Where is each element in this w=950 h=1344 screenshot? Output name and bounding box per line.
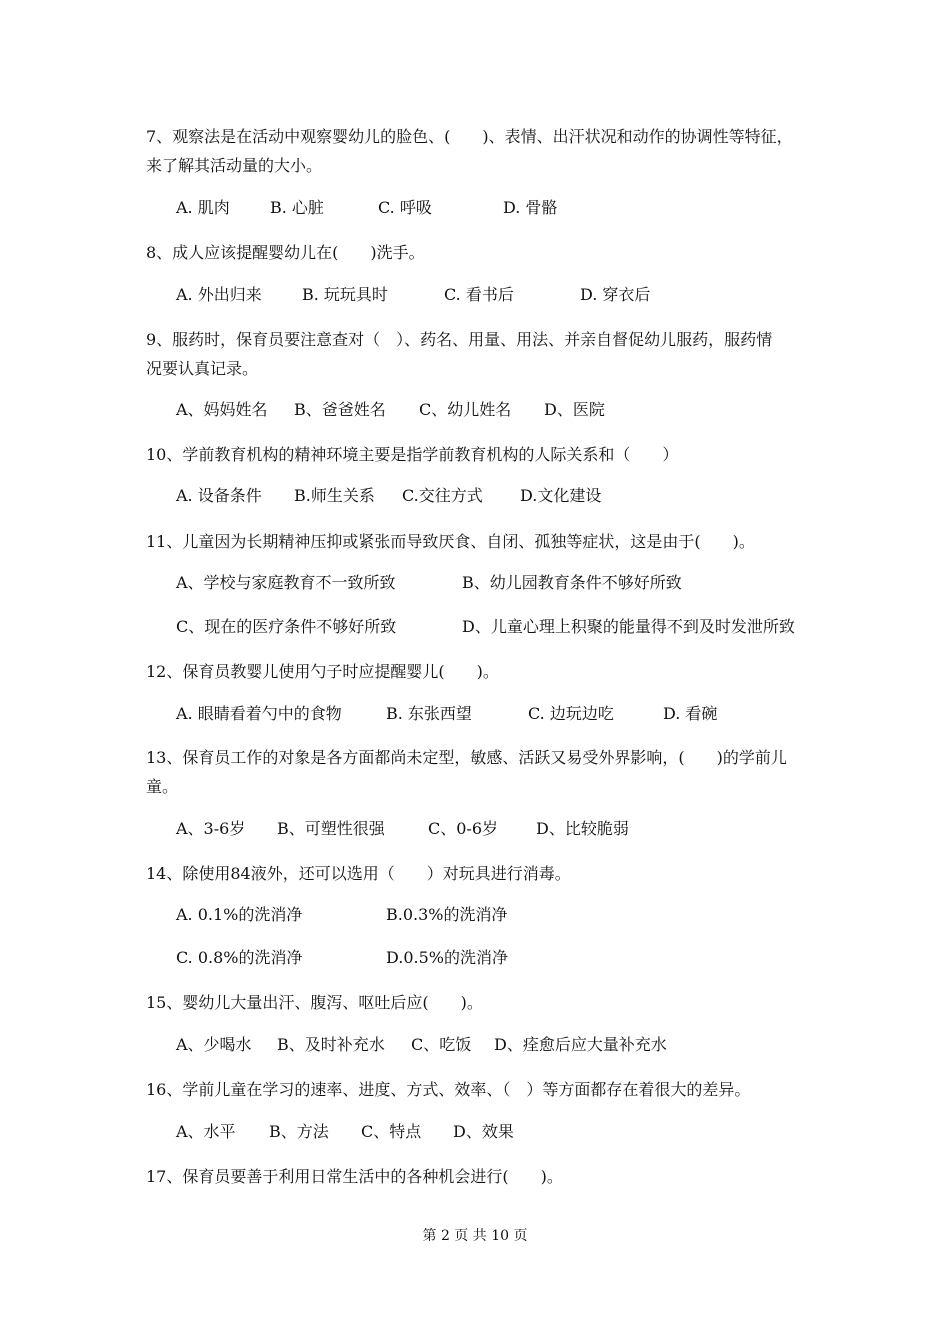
option-c: C、吃饭 — [411, 1035, 472, 1054]
options-row — [176, 1033, 836, 1057]
options-row — [176, 196, 836, 220]
option-b: B、方法 — [269, 1122, 329, 1141]
option-d: D. 穿衣后 — [580, 285, 651, 304]
question-text-line: 17、保育员要善于利用日常生活中的各种机会进行( )。 — [146, 1167, 563, 1186]
option-d: D、效果 — [453, 1122, 514, 1141]
question-text-line: 13、保育员工作的对象是各方面都尚未定型，敏感、活跃又易受外界影响，( )的学前儿 — [146, 748, 787, 767]
question-13 — [146, 743, 836, 801]
option-d: D、儿童心理上积聚的能量得不到及时发泄所致 — [462, 617, 795, 636]
options-row — [176, 398, 836, 422]
options-row — [176, 702, 836, 726]
option-d: D.文化建设 — [520, 486, 602, 505]
option-d: D、痊愈后应大量补充水 — [494, 1035, 667, 1054]
question-16 — [146, 1075, 836, 1104]
question-text-line: 况要认真记录。 — [146, 359, 259, 378]
question-text-line: 9、服药时，保育员要注意查对（ ）、药名、用量、用法、并亲自督促幼儿服药，服药情 — [146, 330, 773, 349]
options-row — [176, 946, 836, 970]
options-row — [176, 1120, 836, 1144]
options-row — [176, 615, 836, 639]
options-row — [176, 571, 836, 595]
option-c: C. 边玩边吃 — [528, 704, 614, 723]
option-a: A、妈妈姓名 — [176, 400, 268, 419]
question-text-line: 11、儿童因为长期精神压抑或紧张而导致厌食、自闭、孤独等症状，这是由于( )。 — [146, 532, 755, 551]
option-b: B. 东张西望 — [386, 704, 472, 723]
option-d: D、比较脆弱 — [536, 819, 629, 838]
option-b: B.师生关系 — [294, 486, 375, 505]
question-text-line: 15、婴幼儿大量出汗、腹泻、呕吐后应( )。 — [146, 993, 483, 1012]
page-footer: 第 2 页 共 10 页 — [422, 1228, 528, 1244]
option-c: C. 看书后 — [444, 285, 514, 304]
question-17 — [146, 1162, 836, 1191]
question-text-line: 7、观察法是在活动中观察婴幼儿的脸色、( )、表情、出汗状况和动作的协调性等特征， — [146, 127, 793, 146]
option-c: C、特点 — [361, 1122, 422, 1141]
option-a: A、水平 — [176, 1122, 236, 1141]
option-a: A、学校与家庭教育不一致所致 — [176, 573, 396, 592]
question-text-line: 16、学前儿童在学习的速率、进度、方式、效率、（ ）等方面都存在着很大的差异。 — [146, 1080, 751, 1099]
option-b: B、可塑性很强 — [277, 819, 385, 838]
options-row — [176, 283, 836, 307]
option-a: A. 设备条件 — [176, 486, 262, 505]
question-8 — [146, 238, 836, 267]
option-a: A、少喝水 — [176, 1035, 252, 1054]
question-14 — [146, 859, 836, 888]
option-b: B. 心脏 — [270, 198, 324, 217]
question-text-line: 童。 — [146, 777, 179, 796]
option-a: A. 0.1%的洗消净 — [176, 905, 303, 924]
question-7 — [146, 122, 836, 180]
option-a: A、3-6岁 — [176, 819, 246, 838]
question-9 — [146, 325, 836, 383]
option-b: B、幼儿园教育条件不够好所致 — [462, 573, 682, 592]
option-c: C.交往方式 — [402, 486, 483, 505]
question-text-line: 10、学前教育机构的精神环境主要是指学前教育机构的人际关系和（ ） — [146, 445, 679, 464]
option-c: C、0-6岁 — [428, 819, 499, 838]
option-c: C. 0.8%的洗消净 — [176, 948, 303, 967]
option-b: B. 玩玩具时 — [302, 285, 388, 304]
question-text-line: 12、保育员教婴儿使用勺子时应提醒婴儿( )。 — [146, 662, 499, 681]
question-text-line: 来了解其活动量的大小。 — [146, 156, 323, 175]
option-a: A. 肌肉 — [176, 198, 230, 217]
options-row — [176, 817, 836, 841]
option-b: B、及时补充水 — [277, 1035, 385, 1054]
option-d: D. 骨骼 — [503, 198, 558, 217]
options-row — [176, 903, 836, 927]
option-b: B、爸爸姓名 — [294, 400, 386, 419]
question-10 — [146, 440, 836, 469]
option-d: D、医院 — [544, 400, 605, 419]
option-c: C、现在的医疗条件不够好所致 — [176, 617, 397, 636]
option-c: C. 呼吸 — [378, 198, 432, 217]
option-c: C、幼儿姓名 — [419, 400, 512, 419]
question-12 — [146, 657, 836, 686]
question-11 — [146, 527, 836, 556]
question-text-line: 14、除使用84液外，还可以选用（ ）对玩具进行消毒。 — [146, 864, 571, 883]
option-a: A. 眼睛看着勺中的食物 — [176, 704, 342, 723]
options-row — [176, 484, 836, 508]
question-15 — [146, 988, 836, 1017]
option-d: D. 看碗 — [663, 704, 718, 723]
option-d: D.0.5%的洗消净 — [386, 948, 508, 967]
question-text-line: 8、成人应该提醒婴幼儿在( )洗手。 — [146, 243, 425, 262]
option-b: B.0.3%的洗消净 — [386, 905, 508, 924]
option-a: A. 外出归来 — [176, 285, 262, 304]
